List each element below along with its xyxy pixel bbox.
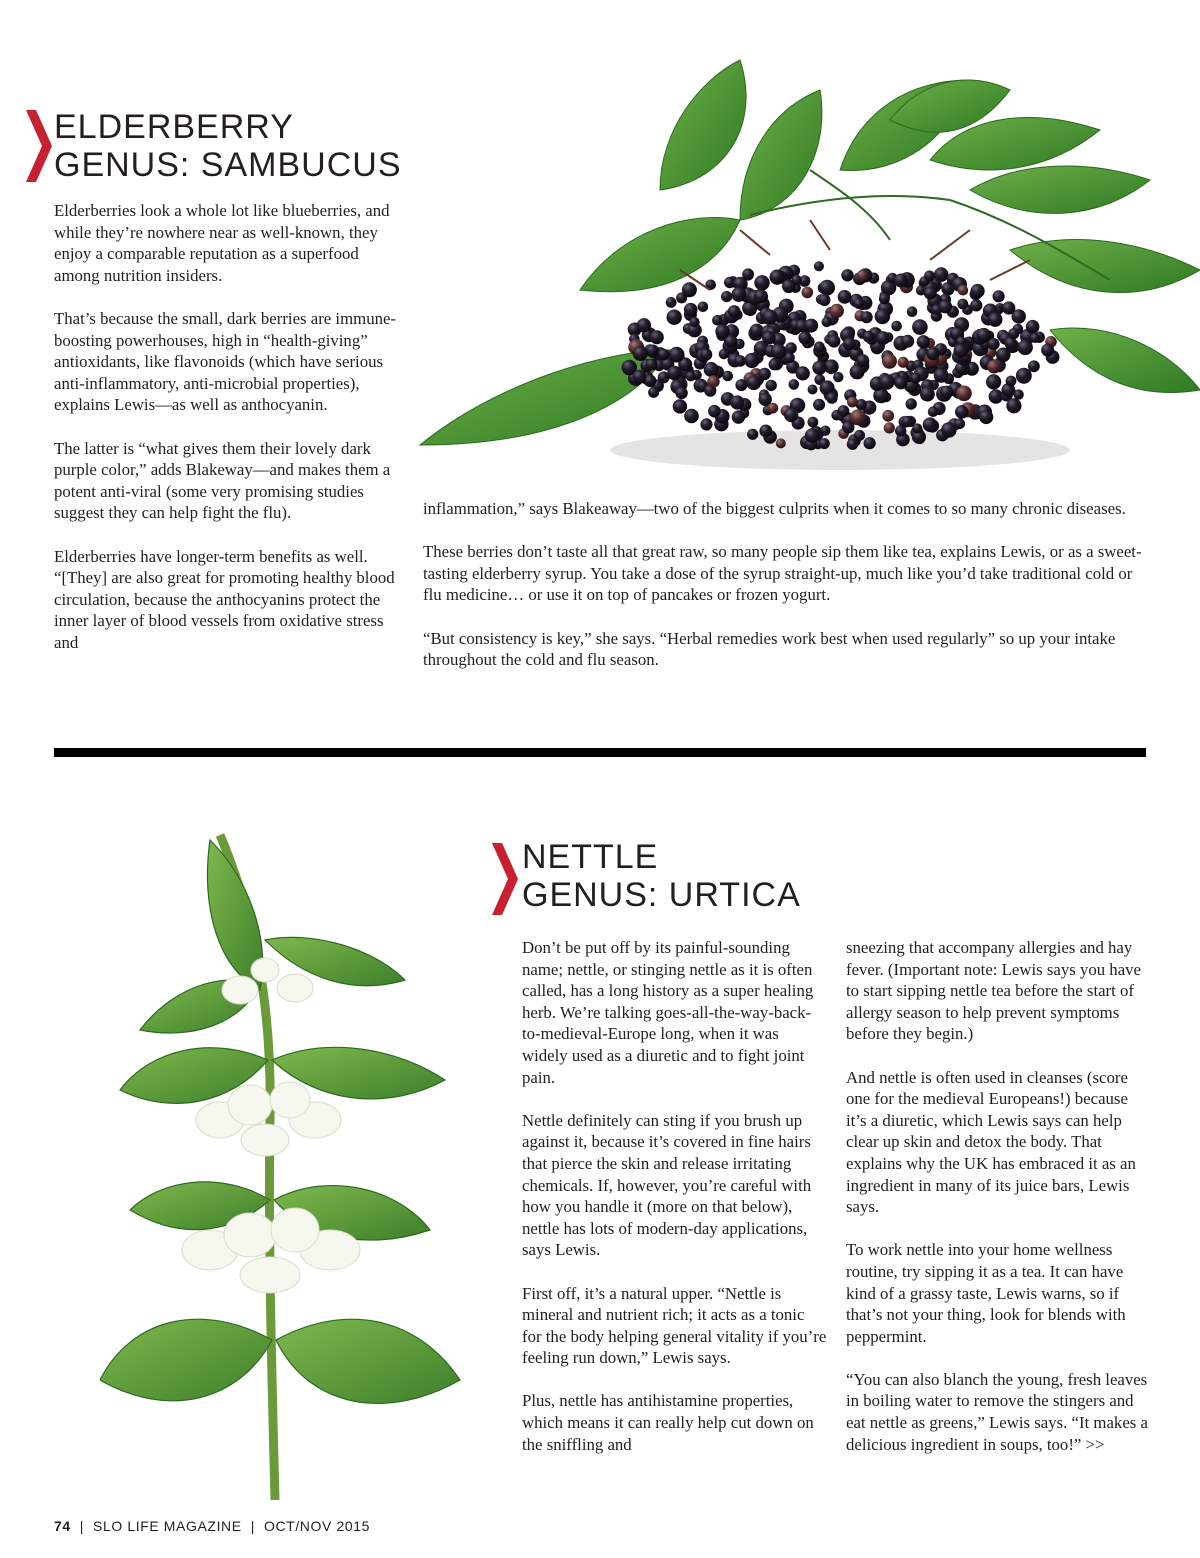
berry <box>863 331 875 343</box>
nettle-paragraph: Don’t be put off by its painful-sounding name; nettle, or stinging nettle as it is often called, has a long history as a super healing herb. We’re talking goes-all-the-way-back-to-medieval-Europe long, when it was widely used as a diuretic and to fight joint pain. <box>522 938 814 1087</box>
berry <box>675 387 687 399</box>
berry <box>901 335 914 348</box>
berry <box>700 348 712 360</box>
berry <box>728 305 741 318</box>
red-chevron-icon <box>24 108 54 184</box>
berry <box>1002 301 1015 314</box>
berry <box>861 311 873 323</box>
berry <box>828 335 841 348</box>
berry <box>857 354 870 367</box>
berry <box>895 425 906 436</box>
elderberry-left-column <box>54 200 406 675</box>
elderberry-paragraph: “But consistency is key,” she says. “Herbal remedies work best when used regularly” so up your intake throughout the cold and flu season. <box>423 628 1116 670</box>
berry <box>686 371 696 381</box>
berry <box>684 303 698 317</box>
berry <box>920 387 935 402</box>
nettle-paragraph: sneezing that accompany allergies and hay fever. (Important note: Lewis says you have to start sipping nettle tea before the start of allergy season to help prevent symptoms before they begin.) <box>846 938 1141 1044</box>
berry <box>715 324 729 338</box>
berry <box>879 375 894 390</box>
publication-name: SLO LIFE MAGAZINE <box>93 1518 242 1534</box>
berry <box>1026 320 1040 334</box>
elderberry-right-column <box>423 498 1145 692</box>
berry <box>719 349 729 359</box>
berry <box>854 430 865 441</box>
berry <box>879 293 890 304</box>
issue-date: OCT/NOV 2015 <box>263 1518 370 1534</box>
berry <box>882 410 894 422</box>
berry <box>759 368 771 380</box>
berry <box>934 368 949 383</box>
berry <box>782 280 796 294</box>
berry <box>830 304 844 318</box>
elderberry-paragraph: Elderberries look a whole lot like blueberries, and while they’re nowhere near as well-known, they enjoy a comparable reputation as a superfood among nutrition insiders. <box>54 201 390 285</box>
berry <box>647 345 659 357</box>
berry <box>826 392 838 404</box>
berry <box>658 349 670 361</box>
berry <box>912 423 922 433</box>
berry <box>771 344 786 359</box>
nettle-paragraph: First off, it’s a natural upper. “Nettle is mineral and nutrient rich; it acts as a tonic for the body helping general vitality if you’re feeling run down,” Lewis says. <box>522 1283 827 1368</box>
berry <box>941 422 957 438</box>
berry <box>847 439 858 450</box>
berry <box>894 376 907 389</box>
berry <box>986 374 1001 389</box>
berry <box>735 355 746 366</box>
berry <box>912 319 928 335</box>
berry <box>746 375 761 390</box>
berry <box>993 290 1005 302</box>
berry <box>732 410 745 423</box>
berry <box>744 353 759 368</box>
berry <box>814 342 825 353</box>
berry-stem <box>810 220 830 250</box>
berry <box>1008 328 1019 339</box>
berry <box>891 321 902 332</box>
nettle-paragraph: To work nettle into your home wellness routine, try sipping it as a tea. It can have kind of a grassy taste, Lewis warns, so if that’s not your thing, look for blends with peppermint. <box>846 1240 1126 1346</box>
berry <box>882 354 897 369</box>
berry <box>875 309 891 325</box>
elderberry-paragraph: That’s because the small, dark berries are immune-boosting powerhouses, high in “health-giving” antioxidants, like flavonoids (which have serious anti-inflammatory, anti-microbial properties), explains Lewis—as well as anthocyanin. <box>54 308 397 415</box>
elderberry-title-line1: ELDERBERRY <box>54 108 294 146</box>
berry <box>864 437 876 449</box>
berry <box>926 347 939 360</box>
berry <box>907 306 918 317</box>
nettle-paragraph: “You can also blanch the young, fresh leaves in boiling water to remove the stingers and eat nettle as greens,” Lewis says. “It makes a delicious ingredient in soups, too!” >> <box>846 1369 1148 1454</box>
elderberry-title <box>54 108 402 184</box>
berry <box>847 397 858 408</box>
berry <box>910 373 921 384</box>
berry <box>958 285 969 296</box>
elderberry-photo <box>410 50 1200 490</box>
berry <box>766 380 777 391</box>
berry <box>884 422 895 433</box>
berry <box>721 291 732 302</box>
berry <box>682 282 697 297</box>
berry <box>1028 360 1040 372</box>
berry <box>673 399 687 413</box>
section-divider <box>54 748 1146 757</box>
nettle-paragraph: And nettle is often used in cleanses (score one for the medieval Europeans!) because it’s a diuretic, which Lewis says can help clear up skin and detox the body. That explains why the UK has embraced it as an ingredient in many of its juice bars, Lewis says. <box>846 1067 1136 1217</box>
berry-stem <box>930 230 970 260</box>
berry <box>1030 333 1040 343</box>
berry <box>902 416 913 427</box>
nettle-paragraph: Nettle definitely can sting if you brush up against it, because it’s covered in fine hairs that pierce the skin and release irritating chemicals. If, however, you’re careful with how you handle it (more on that below), nettle has lots of modern-day applications, says Lewis. <box>522 1110 812 1260</box>
berry <box>770 270 785 285</box>
berry <box>633 346 648 361</box>
elderberry-paragraph: Elderberries have longer-term benefits as well. “[They] are also great for promoting healthy blood circulation, because the anthocyanins protect the inner layer of blood vessels from oxidative stress and <box>54 546 395 652</box>
page-number: 74 <box>54 1518 71 1534</box>
berry <box>814 261 824 271</box>
berry <box>759 425 772 438</box>
berry <box>708 405 721 418</box>
berry <box>838 405 850 417</box>
berry <box>924 287 937 300</box>
berry <box>808 417 819 428</box>
berry <box>841 269 853 281</box>
nettle-title-line1: NETTLE <box>522 838 659 876</box>
footer-separator: | <box>79 1518 85 1534</box>
berry <box>742 268 754 280</box>
berry <box>876 331 890 345</box>
berry <box>633 370 647 384</box>
berry-stem <box>990 260 1030 280</box>
berry <box>798 331 811 344</box>
berry <box>730 395 744 409</box>
berry <box>789 379 800 390</box>
berry <box>776 438 786 448</box>
berry <box>819 438 830 449</box>
berry <box>988 312 1003 327</box>
berry <box>669 347 685 363</box>
berry <box>924 271 935 282</box>
berry <box>853 298 864 309</box>
nettle-paragraph: Plus, nettle has antihistamine properties, which means it can really help cut down on the sniffling and <box>522 1391 814 1454</box>
berry <box>928 406 939 417</box>
berry <box>923 417 938 432</box>
berry <box>667 366 682 381</box>
berry <box>1041 344 1054 357</box>
berry <box>957 299 968 310</box>
elderberry-paragraph: inflammation,” says Blakeaway—two of the biggest culprits when it comes to so many chronic diseases. <box>423 499 1126 518</box>
berry <box>1006 376 1017 387</box>
berry <box>802 287 814 299</box>
berry <box>754 275 769 290</box>
berry <box>940 386 953 399</box>
berry <box>805 428 820 443</box>
berry <box>767 403 778 414</box>
berry <box>954 344 968 358</box>
berry <box>956 386 972 402</box>
berry <box>646 359 658 371</box>
berry <box>894 274 908 288</box>
berry <box>906 398 917 409</box>
elderberry-paragraph: These berries don’t taste all that great raw, so many people sip them like tea, explains Lewis, or as a sweet-tasting elderberry syrup. You take a dose of the syrup straight-up, much like you’d take traditional cold or flu medicine… or use it on top of pancakes or frozen yogurt. <box>423 542 1142 605</box>
berry <box>813 399 825 411</box>
berry <box>1006 398 1021 413</box>
berry <box>650 330 664 344</box>
berry <box>712 315 723 326</box>
berry <box>939 300 953 314</box>
berry <box>838 290 852 304</box>
berry <box>704 362 719 377</box>
berry <box>822 317 832 327</box>
berry <box>812 361 826 375</box>
berry <box>843 337 856 350</box>
berry <box>1018 340 1033 355</box>
berry <box>731 287 746 302</box>
berry <box>971 284 985 298</box>
red-chevron-icon <box>490 841 520 917</box>
berry <box>648 387 659 398</box>
berry <box>819 280 835 296</box>
berry <box>637 318 651 332</box>
berry <box>735 379 747 391</box>
elderberry-title-line2: GENUS: SAMBUCUS <box>54 146 402 184</box>
nettle-title <box>522 838 801 914</box>
berry <box>747 429 758 440</box>
berry <box>987 360 1001 374</box>
nettle-title-line2: GENUS: URTICA <box>522 876 801 914</box>
berry <box>762 331 776 345</box>
elderberry-paragraph: The latter is “what gives them their lovely dark purple color,” adds Blakeway—and makes them a potent anti-viral (some very promising studies suggest they can help fight the flu). <box>54 438 391 523</box>
nettle-photo <box>100 820 470 1510</box>
berry <box>819 294 831 306</box>
berry <box>917 335 930 348</box>
nettle-column-1 <box>522 937 828 1477</box>
berry <box>763 310 778 325</box>
berry <box>857 270 869 282</box>
berry <box>804 319 818 333</box>
berry <box>842 421 854 433</box>
berry <box>707 375 719 387</box>
berry <box>754 289 768 303</box>
berry <box>796 366 810 380</box>
berry <box>722 371 733 382</box>
berry <box>820 426 830 436</box>
page-footer <box>54 1518 370 1534</box>
berry <box>955 405 969 419</box>
berry <box>970 299 982 311</box>
berry <box>808 385 818 395</box>
berry <box>667 310 682 325</box>
berry <box>684 409 699 424</box>
berry <box>976 328 991 343</box>
berry <box>898 357 909 368</box>
nettle-column-2 <box>846 937 1152 1477</box>
footer-separator: | <box>250 1518 255 1534</box>
berry <box>700 418 712 430</box>
berry-stem <box>740 230 770 255</box>
berry <box>769 359 781 371</box>
berry <box>666 297 677 308</box>
berry <box>979 410 993 424</box>
berry <box>698 302 709 313</box>
berry <box>690 317 700 327</box>
berry <box>784 408 798 422</box>
berry <box>833 372 843 382</box>
